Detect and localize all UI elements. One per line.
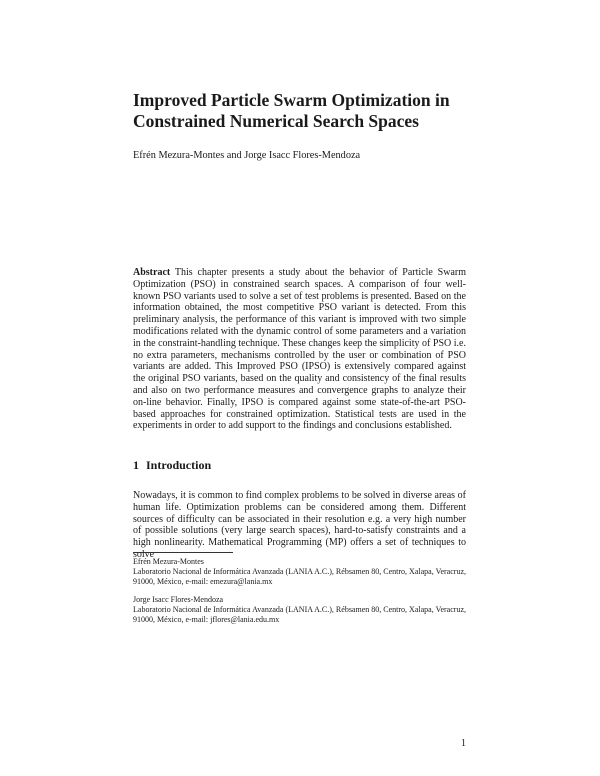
introduction-text: Nowadays, it is common to find complex problems to be solved in diverse areas of human life. Optimization problems can be considered among them. Different sources of difficulty can be associated in their resolution e.g. a very high number of possible solutions (very large search spaces), hard-to-satisfy constraints and a high nonlinearity. Mathematical Programming (MP) offers a set of techniques to solve (133, 490, 466, 560)
section-number: 1 (133, 458, 139, 472)
footnote-author-2 (133, 595, 466, 625)
title-line-1: Improved Particle Swarm Optimization in (133, 90, 450, 110)
title-line-2: Constrained Numerical Search Spaces (133, 111, 419, 131)
footnote-2-name: Jorge Isacc Flores-Mendoza (133, 595, 224, 604)
footnote-divider (133, 552, 233, 553)
footnote-author-1 (133, 557, 466, 587)
footnote-1-affiliation: Laboratorio Nacional de Informática Avanzada (LANIA A.C.), Rébsamen 80, Centro, Xalapa, Veracruz, 91000, México, e-mail: emezura@lania.mx (133, 567, 466, 586)
abstract-text: This chapter presents a study about the behavior of Particle Swarm Optimization (PSO) in constrained search spaces. A comparison of four well-known PSO variants used to solve a set of test problems is presented. Based on the information obtained, the most competitive PSO variant is detected. From this preliminary analysis, the performance of this variant is improved with two simple modifications related with the dynamic control of some parameters and a variation in the constraint-handling technique. These changes keep the simplicity of PSO i.e. no extra parameters, mechanisms controlled by the user or combination of PSO variants are added. This Improved PSO (IPSO) is extensively compared against the original PSO variants, based on the quality and consistency of the final results and also on two performance measures and convergence graphs to analyze their on-line behavior. Finally, IPSO is compared against some state-of-the-art PSO-based approaches for constrained optimization. Statistical tests are used in the experiments in order to add support to the findings and conclusions established. (133, 267, 466, 432)
footnote-2-affiliation: Laboratorio Nacional de Informática Avanzada (LANIA A.C.), Rébsamen 80, Centro, Xalapa, Veracruz, 91000, México, e-mail: jflores@lania.edu.mx (133, 605, 466, 624)
section-heading (133, 458, 211, 473)
abstract (133, 267, 466, 432)
page-number: 1 (461, 738, 466, 749)
section-title: Introduction (146, 458, 212, 472)
authors: Efrén Mezura-Montes and Jorge Isacc Flores-Mendoza (133, 150, 361, 161)
abstract-label: Abstract (133, 267, 171, 278)
footnote-1-name: Efrén Mezura-Montes (133, 557, 204, 566)
paper-title (133, 90, 473, 132)
